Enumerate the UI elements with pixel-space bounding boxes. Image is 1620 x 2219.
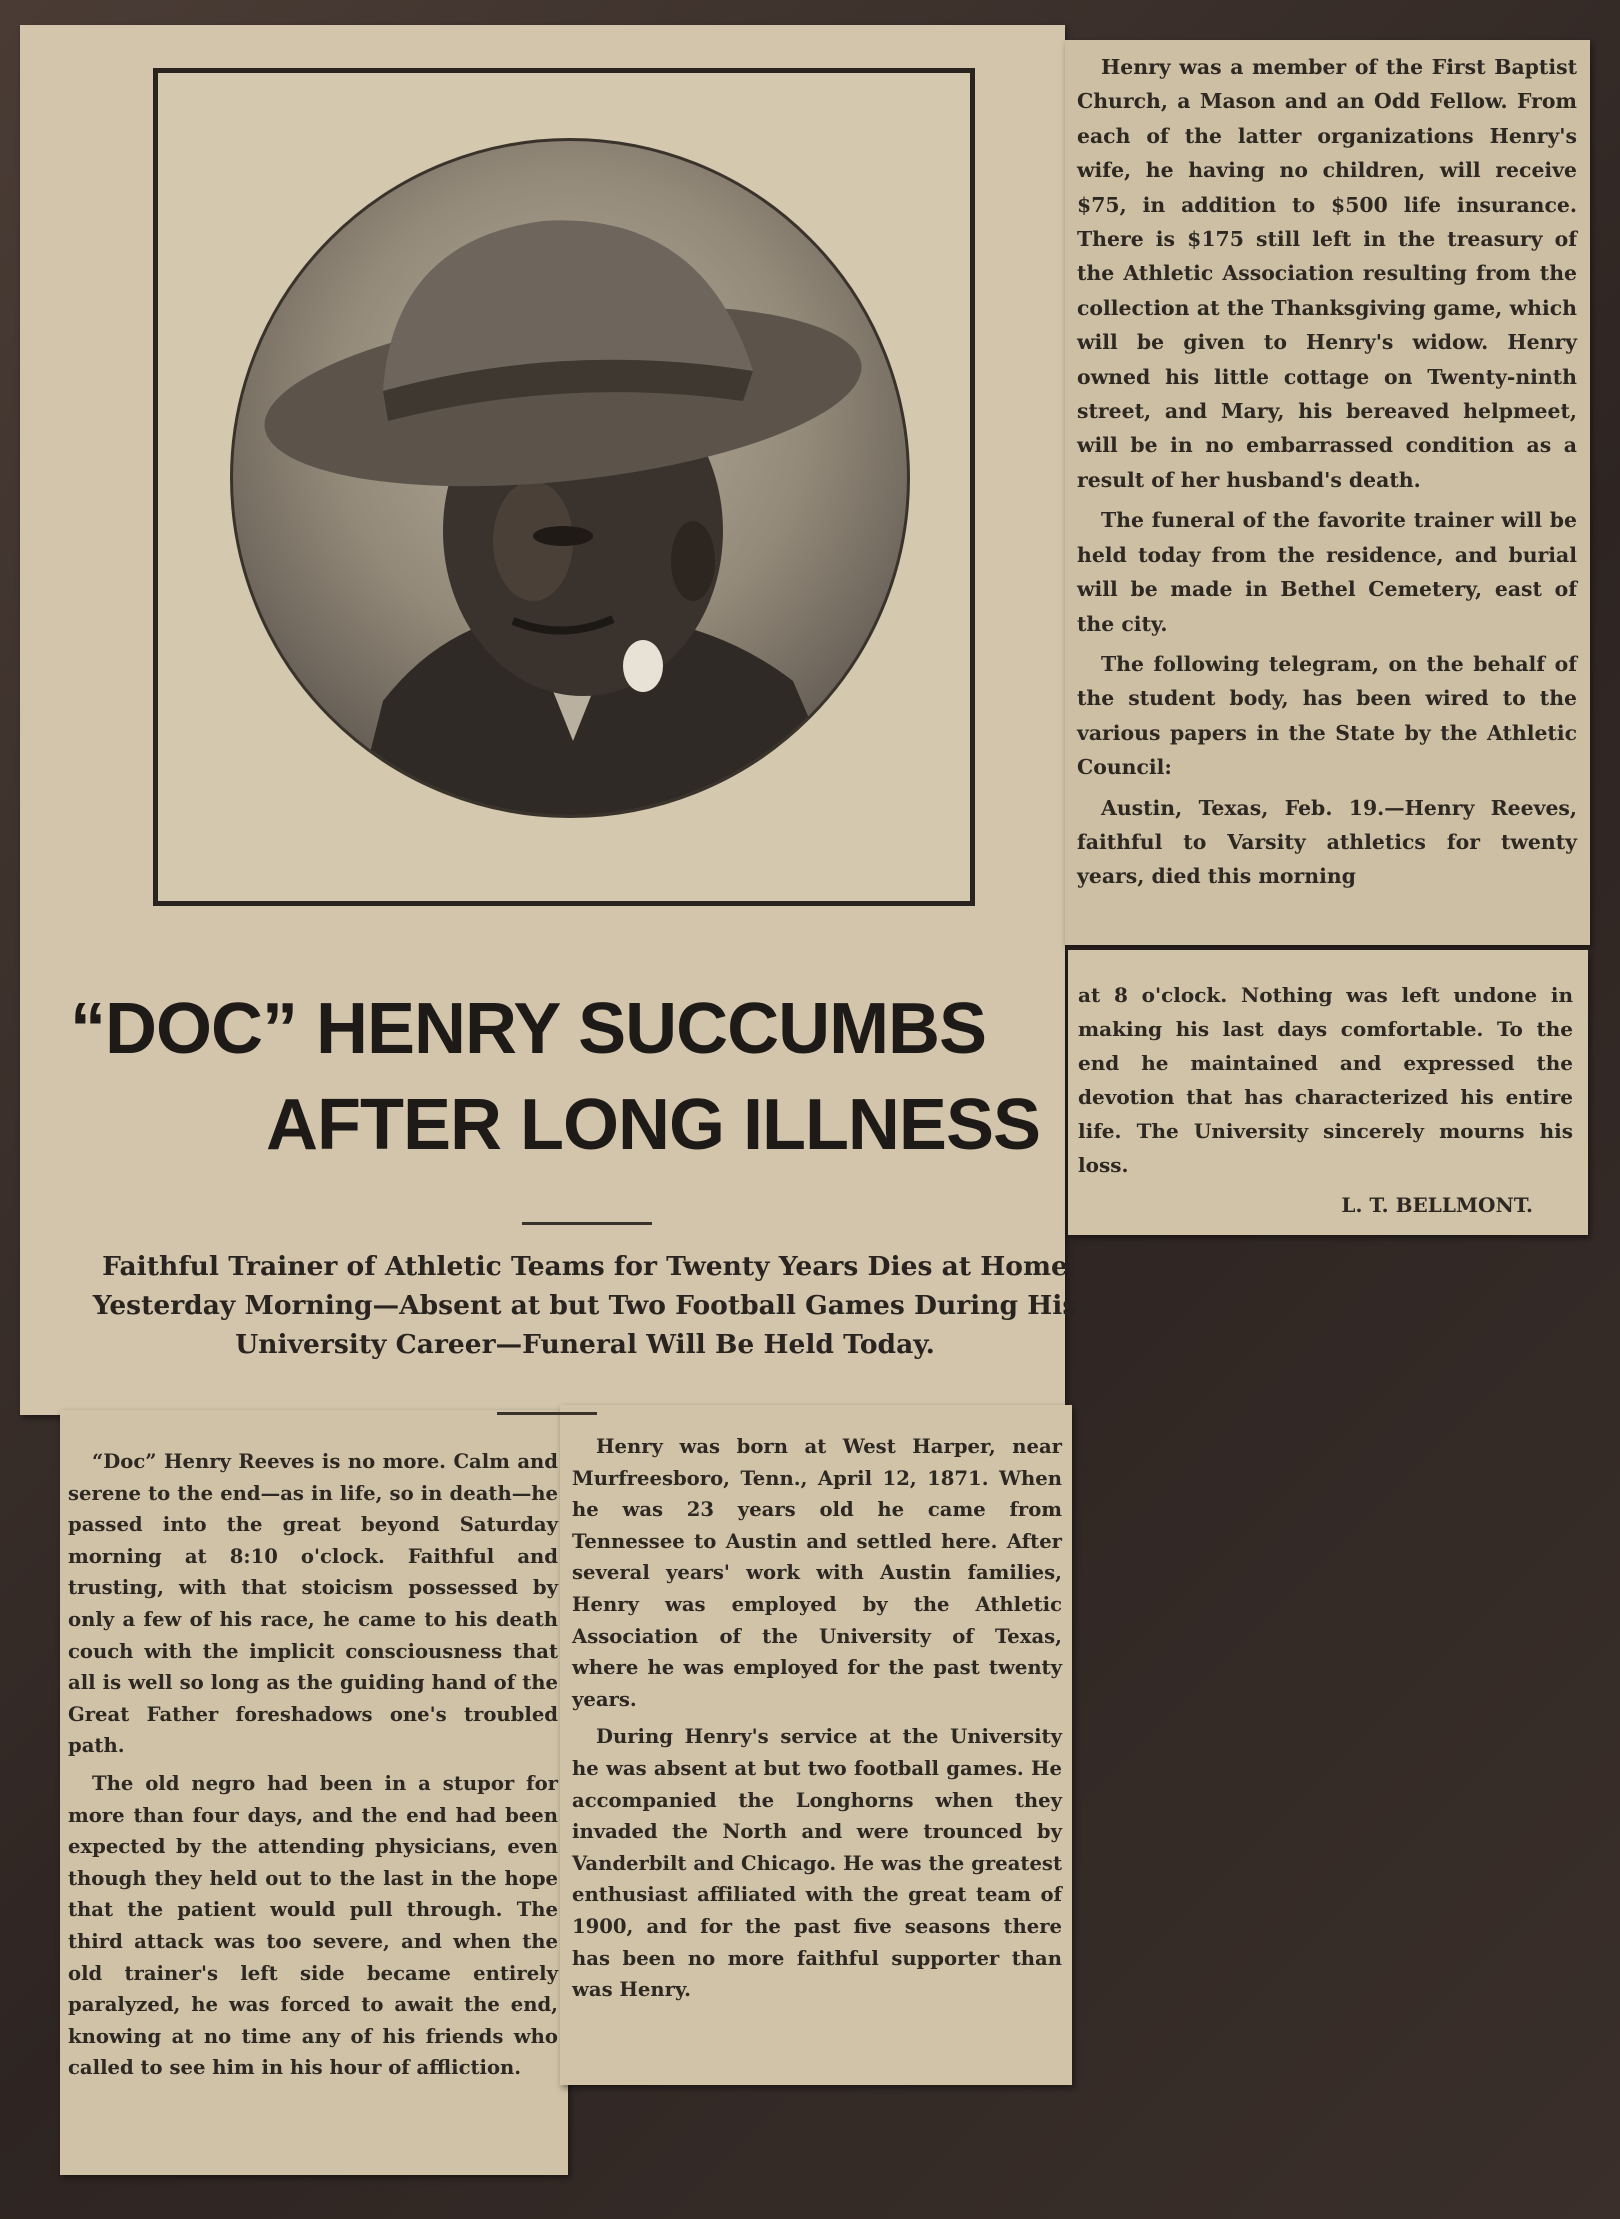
paragraph: During Henry's service at the University he was absent at but two football games. He accompanied the Longhorns when they invaded the North and were trounced by Vanderbilt and Chicago. He was the greatest enthusiast affiliated with the great team of 1900, and for the past five seasons there has been no more faithful supporter than was Henry.: [572, 1725, 1062, 2002]
paragraph: at 8 o'clock. Nothing was left undone in making his last days comfortable. To the end he maintained and expressed the devotion that has characterized his entire life. The University sincerely mourns his loss.: [1078, 983, 1573, 1177]
right-column-bottom-text: [1078, 978, 1573, 1222]
portrait-illustration: [233, 141, 910, 818]
middle-body-column: [560, 1405, 1072, 2085]
right-column-bottom-clipping: [1068, 950, 1588, 1235]
right-column-top-text: [1077, 50, 1577, 894]
subheadline: Faithful Trainer of Athletic Teams for Twenty Years Dies at Home Yesterday Morning—Absent at but Two Football Games During His University Career—Funeral Will Be Held Today.: [92, 1251, 1078, 1360]
paragraph: The following telegram, on the behalf of the student body, has been wired to the various papers in the State by the Athletic Council:: [1077, 651, 1577, 780]
paragraph: The old negro had been in a stupor for more than four days, and the end had been expected by the attending physicians, even though they held out to the last in the hope that the patient would pull through. The third attack was too severe, and when the old trainer's left side became entirely paralyzed, he was forced to await the end, knowing at no time any of his friends who called to see him in his hour of affliction.: [68, 1771, 558, 2080]
portrait-photo: [230, 138, 910, 818]
paragraph: The funeral of the favorite trainer will be held today from the residence, and burial will be made in Bethel Cemetery, east of the city.: [1077, 508, 1577, 636]
middle-body-text: [572, 1431, 1062, 2006]
headline-line-2: AFTER LONG ILLNESS: [266, 1085, 1040, 1165]
main-clipping: [20, 25, 1078, 1415]
right-column-top-clipping: [1065, 40, 1590, 945]
paragraph: Henry was born at West Harper, near Murfreesboro, Tenn., April 12, 1871. When he was 23 years old he came from Tennessee to Austin and settled here. After several years' work with Austin families, Henry was employed by the Athletic Association of the University of Texas, where he was employed for the past twenty years.: [572, 1435, 1062, 1711]
photo-frame: [153, 68, 975, 906]
headline-line-1: “DOC” HENRY SUCCUMBS: [70, 989, 987, 1069]
headline-divider: [522, 1222, 652, 1225]
column-divider: [497, 1412, 597, 1415]
left-body-text: [68, 1446, 558, 2084]
left-body-column: [60, 1410, 568, 2175]
paragraph: “Doc” Henry Reeves is no more. Calm and serene to the end—as in life, so in death—he passed into the great beyond Saturday morning at 8:10 o'clock. Faithful and trusting, with that stoicism possessed by only a few of his race, he came to his death couch with the implicit consciousness that all is well so long as the guiding hand of the Great Father foreshadows one's troubled path.: [68, 1450, 558, 1758]
signature: L. T. BELLMONT.: [1341, 1193, 1533, 1217]
paragraph: Henry was a member of the First Baptist Church, a Mason and an Odd Fellow. From each of the latter organizations Henry's wife, he having no children, will receive $75, in addition to $500 life insurance. There is $175 still left in the treasury of the Athletic Association resulting from the collection at the Thanksgiving game, which will be given to Henry's widow. Henry owned his little cottage on Twenty-ninth street, and Mary, his bereaved helpmeet, will be in no embarrassed condition as a result of her husband's death.: [1077, 55, 1577, 492]
paragraph: Austin, Texas, Feb. 19.—Henry Reeves, faithful to Varsity athletics for twenty years, died this morning: [1077, 795, 1577, 889]
